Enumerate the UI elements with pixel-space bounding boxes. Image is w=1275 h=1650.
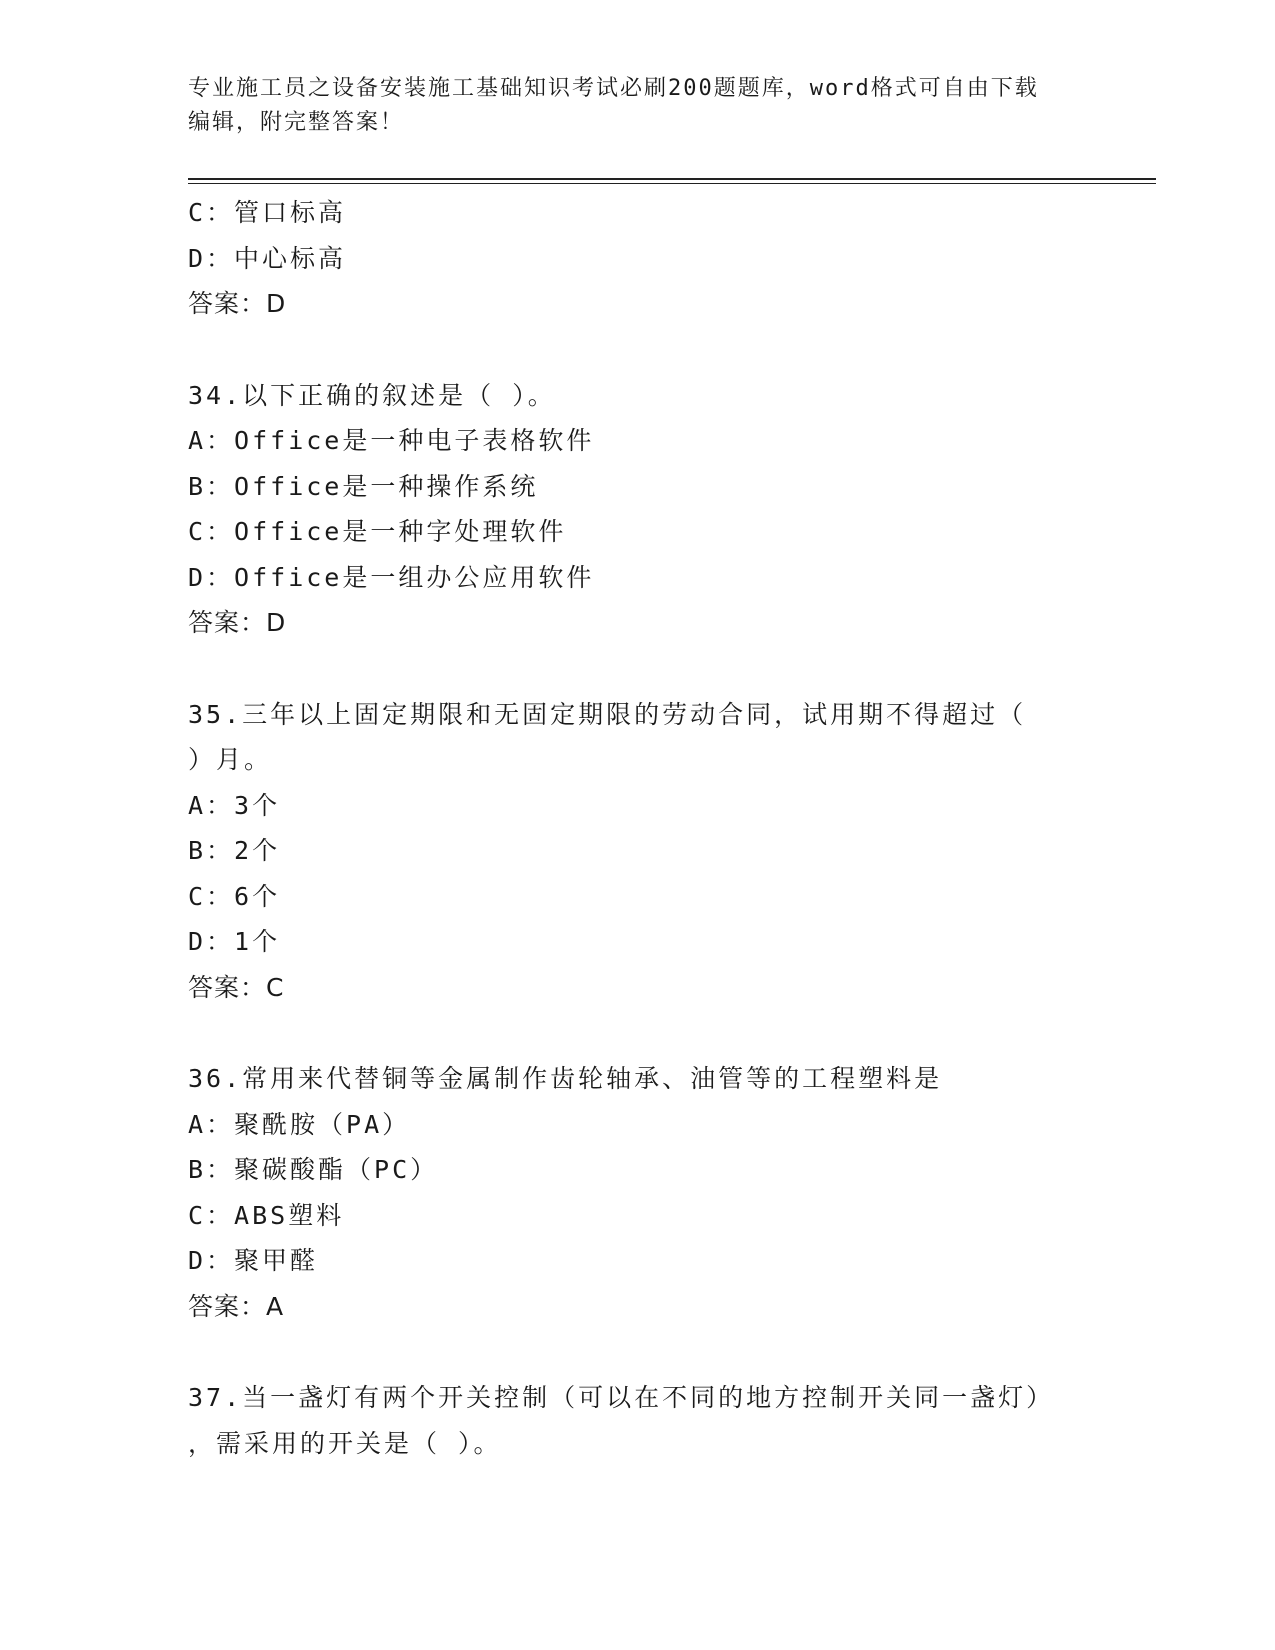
- header-line-1: 专业施工员之设备安装施工基础知识考试必刷200题题库，word格式可自由下载: [188, 76, 1039, 101]
- question-33: [188, 190, 1088, 327]
- spacer: [188, 1329, 1088, 1375]
- question-37: [188, 1375, 1088, 1466]
- answer: 答案：C: [188, 972, 285, 1002]
- option-d: D：中心标高: [188, 243, 347, 273]
- header-divider-thin: [188, 183, 1156, 184]
- document-header: [188, 72, 1088, 140]
- question-text-line-2: ）月。: [188, 745, 273, 774]
- spacer: [188, 327, 1088, 373]
- option-d: D：聚甲醛: [188, 1246, 319, 1275]
- option-c: C：管口标高: [188, 198, 347, 227]
- answer: 答案：D: [188, 289, 287, 318]
- option-c: C：6个: [188, 881, 281, 911]
- question-text-line-1: 35.三年以上固定期限和无固定期限的劳动合同，试用期不得超过（: [188, 699, 1027, 729]
- question-35: [188, 692, 1088, 1011]
- option-d: D：1个: [188, 927, 281, 956]
- option-d: D：Office是一组办公应用软件: [188, 562, 595, 592]
- header-line-2: 编辑，附完整答案！: [188, 110, 405, 135]
- spacer: [188, 1010, 1088, 1056]
- option-c: C：ABS塑料: [188, 1200, 345, 1230]
- question-34: [188, 373, 1088, 646]
- question-text-line-2: ，需采用的开关是（ ）。: [188, 1428, 502, 1458]
- option-a: A：3个: [188, 790, 281, 820]
- option-b: B：Office是一种操作系统: [188, 471, 539, 501]
- option-a: A：Office是一种电子表格软件: [188, 426, 595, 455]
- option-c: C：Office是一种字处理软件: [188, 517, 567, 546]
- answer: 答案：A: [188, 1291, 285, 1321]
- question-text: 34.以下正确的叙述是（ ）。: [188, 380, 556, 410]
- question-text: 36.常用来代替铜等金属制作齿轮轴承、油管等的工程塑料是: [188, 1064, 943, 1093]
- question-text-line-1: 37.当一盏灯有两个开关控制（可以在不同的地方控制开关同一盏灯）: [188, 1383, 1055, 1412]
- spacer: [188, 646, 1088, 692]
- option-b: B：聚碳酸酯（PC）: [188, 1155, 439, 1184]
- option-a: A：聚酰胺（PA）: [188, 1109, 411, 1139]
- header-divider-thick: [188, 178, 1156, 180]
- question-list: [188, 190, 1088, 1466]
- question-36: [188, 1056, 1088, 1329]
- option-b: B：2个: [188, 836, 281, 865]
- answer: 答案：D: [188, 608, 287, 637]
